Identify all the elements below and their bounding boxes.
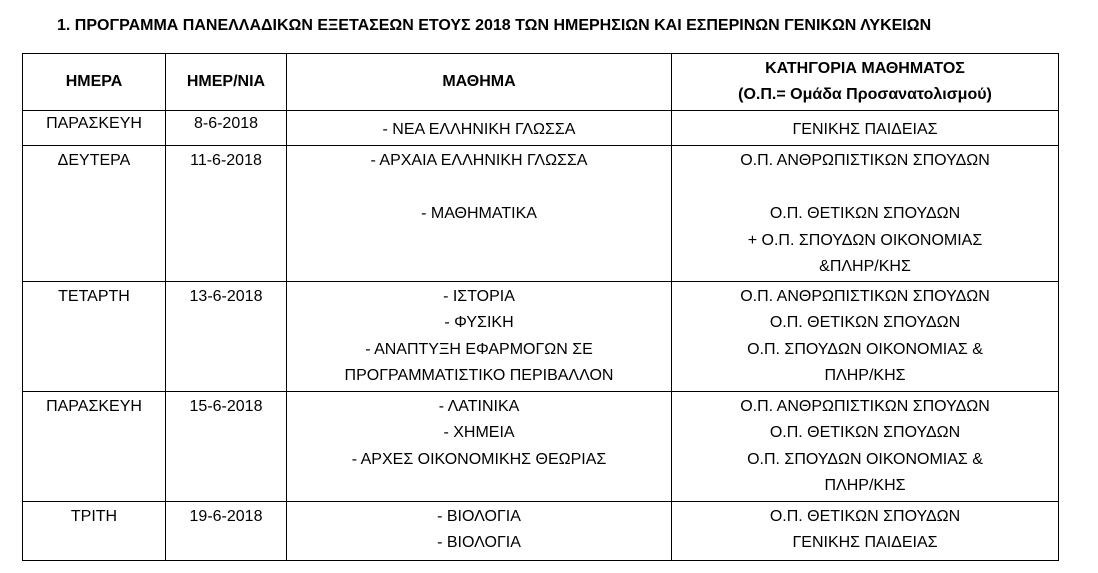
category-cell [672, 391, 1059, 501]
category-line: + Ο.Π. ΣΠΟΥΔΩΝ ΟΙΚΟΝΟΜΙΑΣ [747, 231, 983, 249]
category-line: Ο.Π. ΘΕΤΙΚΩΝ ΣΠΟΥΔΩΝ [769, 205, 961, 222]
subject-line: - ΒΙΟΛΟΓΙΑ [437, 507, 521, 525]
category-cell [672, 146, 1059, 282]
subject-cell [287, 391, 672, 501]
date-cell: 11-6-2018 [166, 146, 287, 282]
subject-line: - ΜΑΘΗΜΑΤΙΚΑ [421, 205, 537, 222]
subject-line: - ΧΗΜΕΙΑ [443, 424, 515, 441]
table-row [23, 146, 1059, 282]
header-subject: ΜΑΘΗΜΑ [287, 54, 672, 111]
category-cell [672, 111, 1059, 146]
category-line: ΠΛΗΡ/ΚΗΣ [824, 477, 906, 494]
category-line: Ο.Π. ΑΝΘΡΩΠΙΣΤΙΚΩΝ ΣΠΟΥΔΩΝ [740, 152, 990, 169]
date-cell: 19-6-2018 [166, 501, 287, 560]
day-cell: ΔΕΥΤΕΡΑ [23, 146, 166, 282]
category-line: Ο.Π. ΘΕΤΙΚΩΝ ΣΠΟΥΔΩΝ [769, 507, 961, 525]
table-header-row [23, 54, 1059, 111]
subject-line: - ΙΣΤΟΡΙΑ [443, 287, 515, 305]
category-line: ΠΛΗΡ/ΚΗΣ [824, 367, 906, 384]
date-cell: 13-6-2018 [166, 281, 287, 391]
subject-cell [287, 281, 672, 391]
exam-schedule-table [22, 53, 1059, 561]
category-spacer [672, 175, 1058, 202]
date-cell: 8-6-2018 [166, 111, 287, 146]
day-cell: ΤΡΙΤΗ [23, 501, 166, 560]
subject-cell [287, 501, 672, 560]
subject-line: - ΒΙΟΛΟΓΙΑ [437, 534, 521, 551]
header-category-note: (Ο.Π.= Ομάδα Προσανατολισμού) [738, 86, 992, 103]
subject-cell [287, 146, 672, 282]
subject-line: ΠΡΟΓΡΑΜΜΑΤΙΣΤΙΚΟ ΠΕΡΙΒΑΛΛΟΝ [344, 367, 614, 384]
header-category [672, 54, 1059, 111]
category-line: Ο.Π. ΘΕΤΙΚΩΝ ΣΠΟΥΔΩΝ [769, 314, 961, 331]
header-category-title: ΚΑΤΗΓΟΡΙΑ ΜΑΘΗΜΑΤΟΣ [765, 59, 965, 77]
day-cell: ΠΑΡΑΣΚΕΥΗ [23, 391, 166, 501]
document-title: 1. ΠΡΟΓΡΑΜΜΑ ΠΑΝΕΛΛΑΔΙΚΩΝ ΕΞΕΤΑΣΕΩΝ ΕΤΟΥΣ 2018 ΤΩΝ ΗΜΕΡΗΣΙΩΝ ΚΑΙ ΕΣΠΕΡΙΝΩΝ ΓΕΝΙΚΩΝ ΛΥΚΕΙΩΝ [57, 17, 932, 34]
header-date: ΗΜΕΡ/ΝΙΑ [166, 54, 287, 111]
table-row [23, 501, 1059, 560]
day-cell: ΤΕΤΑΡΤΗ [23, 281, 166, 391]
category-line: Ο.Π. ΑΝΘΡΩΠΙΣΤΙΚΩΝ ΣΠΟΥΔΩΝ [740, 397, 990, 415]
header-day: ΗΜΕΡΑ [23, 54, 166, 111]
subject-line: - ΑΝΑΠΤΥΞΗ ΕΦΑΡΜΟΓΩΝ ΣΕ [365, 340, 593, 358]
category-cell [672, 501, 1059, 560]
category-cell [672, 281, 1059, 391]
subject-line: - ΑΡΧΕΣ ΟΙΚΟΝΟΜΙΚΗΣ ΘΕΩΡΙΑΣ [351, 450, 607, 468]
subject-line: - ΦΥΣΙΚΗ [444, 314, 514, 331]
category-line: ΓΕΝΙΚΗΣ ΠΑΙΔΕΙΑΣ [792, 534, 938, 551]
date-cell: 15-6-2018 [166, 391, 287, 501]
category-line: &ΠΛΗΡ/ΚΗΣ [819, 258, 911, 275]
category-line: Ο.Π. ΑΝΘΡΩΠΙΣΤΙΚΩΝ ΣΠΟΥΔΩΝ [740, 287, 990, 305]
table-row [23, 281, 1059, 391]
subject-spacer [287, 175, 671, 202]
subject-cell [287, 111, 672, 146]
category-line: Ο.Π. ΣΠΟΥΔΩΝ ΟΙΚΟΝΟΜΙΑΣ & [747, 340, 983, 358]
subject-line: - ΛΑΤΙΝΙΚΑ [438, 397, 520, 415]
category-line: Ο.Π. ΣΠΟΥΔΩΝ ΟΙΚΟΝΟΜΙΑΣ & [747, 450, 983, 468]
subject-line: - ΝΕΑ ΕΛΛΗΝΙΚΗ ΓΛΩΣΣΑ [382, 121, 576, 138]
subject-line: - ΑΡΧΑΙΑ ΕΛΛΗΝΙΚΗ ΓΛΩΣΣΑ [370, 152, 588, 169]
table-row [23, 111, 1059, 146]
day-cell: ΠΑΡΑΣΚΕΥΗ [23, 111, 166, 146]
table-row [23, 391, 1059, 501]
category-line: ΓΕΝΙΚΗΣ ΠΑΙΔΕΙΑΣ [792, 121, 938, 138]
category-line: Ο.Π. ΘΕΤΙΚΩΝ ΣΠΟΥΔΩΝ [769, 424, 961, 441]
